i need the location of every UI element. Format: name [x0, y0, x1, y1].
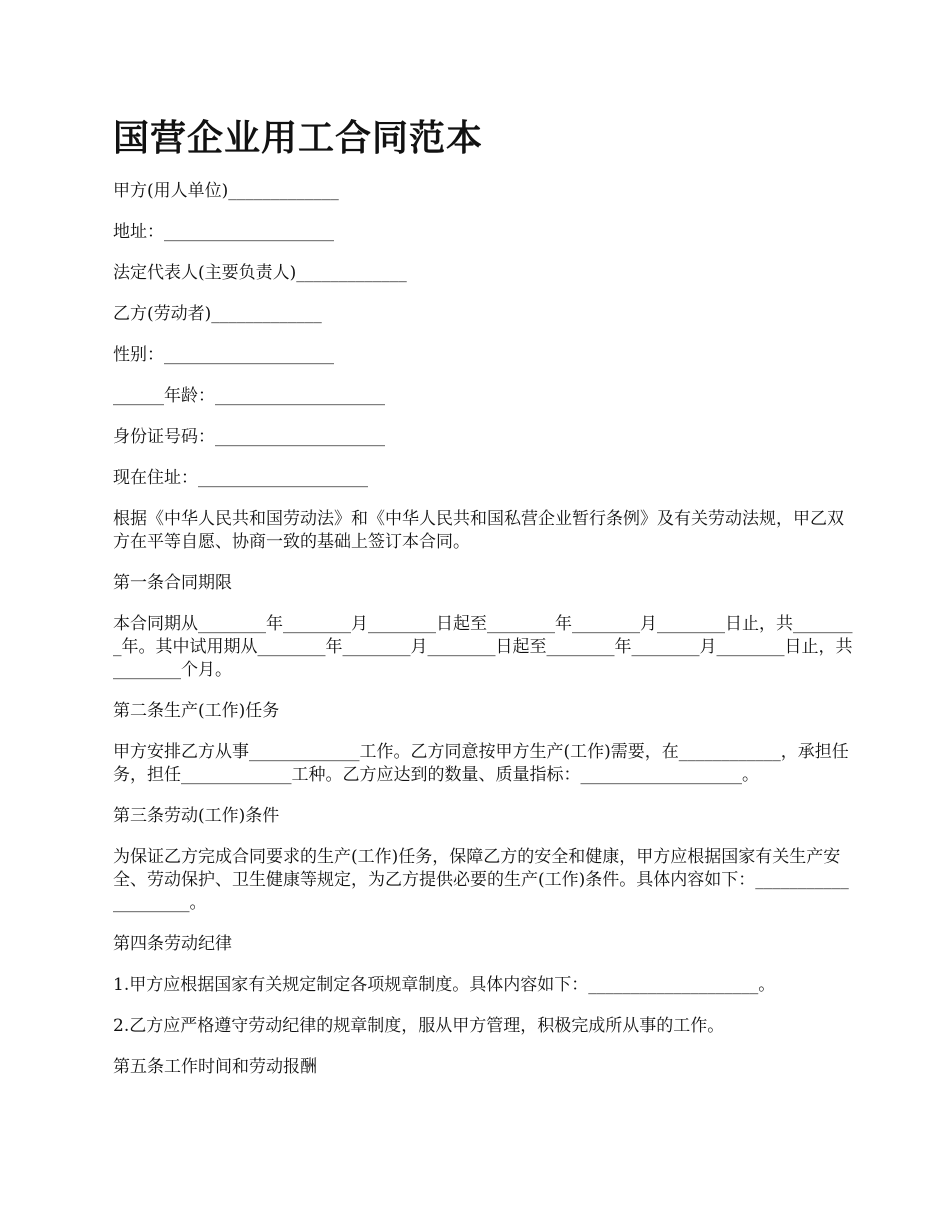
article-3-heading: 第三条劳动(工作)条件: [113, 806, 280, 826]
article-4-item-1: 1.甲方应根据国家有关规定制定各项规章制度。具体内容如下：____________________。: [113, 975, 776, 995]
address-field: 地址：____________________: [113, 222, 334, 242]
current-address-field: 现在住址：____________________: [113, 468, 368, 488]
party-a-field: 甲方(用人单位)_____________: [113, 181, 339, 201]
legal-representative-field: 法定代表人(主要负责人)_____________: [113, 263, 407, 283]
party-b-field: 乙方(劳动者)_____________: [113, 304, 322, 324]
article-3-body: 为保证乙方完成合同要求的生产(工作)任务，保障乙方的安全和健康，甲方应根据国家有关生产安全、劳动保护、卫生健康等规定，为乙方提供必要的生产(工作)条件。具体内容如下：____________________。: [113, 847, 849, 913]
article-2-body: 甲方安排乙方从事_____________工作。乙方同意按甲方生产(工作)需要，在____________，承担任务，担任_____________工种。乙方应达到的数量、质量指标：___________________。: [113, 742, 849, 785]
gender-field: 性别：____________________: [113, 345, 334, 365]
article-1-body: 本合同期从________年________月________日起至________年________月________日止，共________年。其中试用期从________年________月________日起至________年________月________日止，共________个月。: [113, 614, 853, 680]
article-4-item-2: 2.乙方应严格遵守劳动纪律的规章制度，服从甲方管理，积极完成所从事的工作。: [113, 1016, 725, 1036]
intro-paragraph: 根据《中华人民共和国劳动法》和《中华人民共和国私营企业暂行条例》及有关劳动法规，甲乙双方在平等自愿、协商一致的基础上签订本合同。: [113, 509, 844, 552]
article-1-heading: 第一条合同期限: [113, 573, 232, 593]
age-field: ______年龄：____________________: [113, 386, 385, 406]
article-2-heading: 第二条生产(工作)任务: [113, 701, 280, 721]
id-number-field: 身份证号码：____________________: [113, 427, 385, 447]
article-4-heading: 第四条劳动纪律: [113, 934, 232, 954]
document-title: 国营企业用工合同范本: [113, 117, 484, 159]
contract-document: [113, 112, 853, 1097]
article-5-heading: 第五条工作时间和劳动报酬: [113, 1057, 317, 1077]
